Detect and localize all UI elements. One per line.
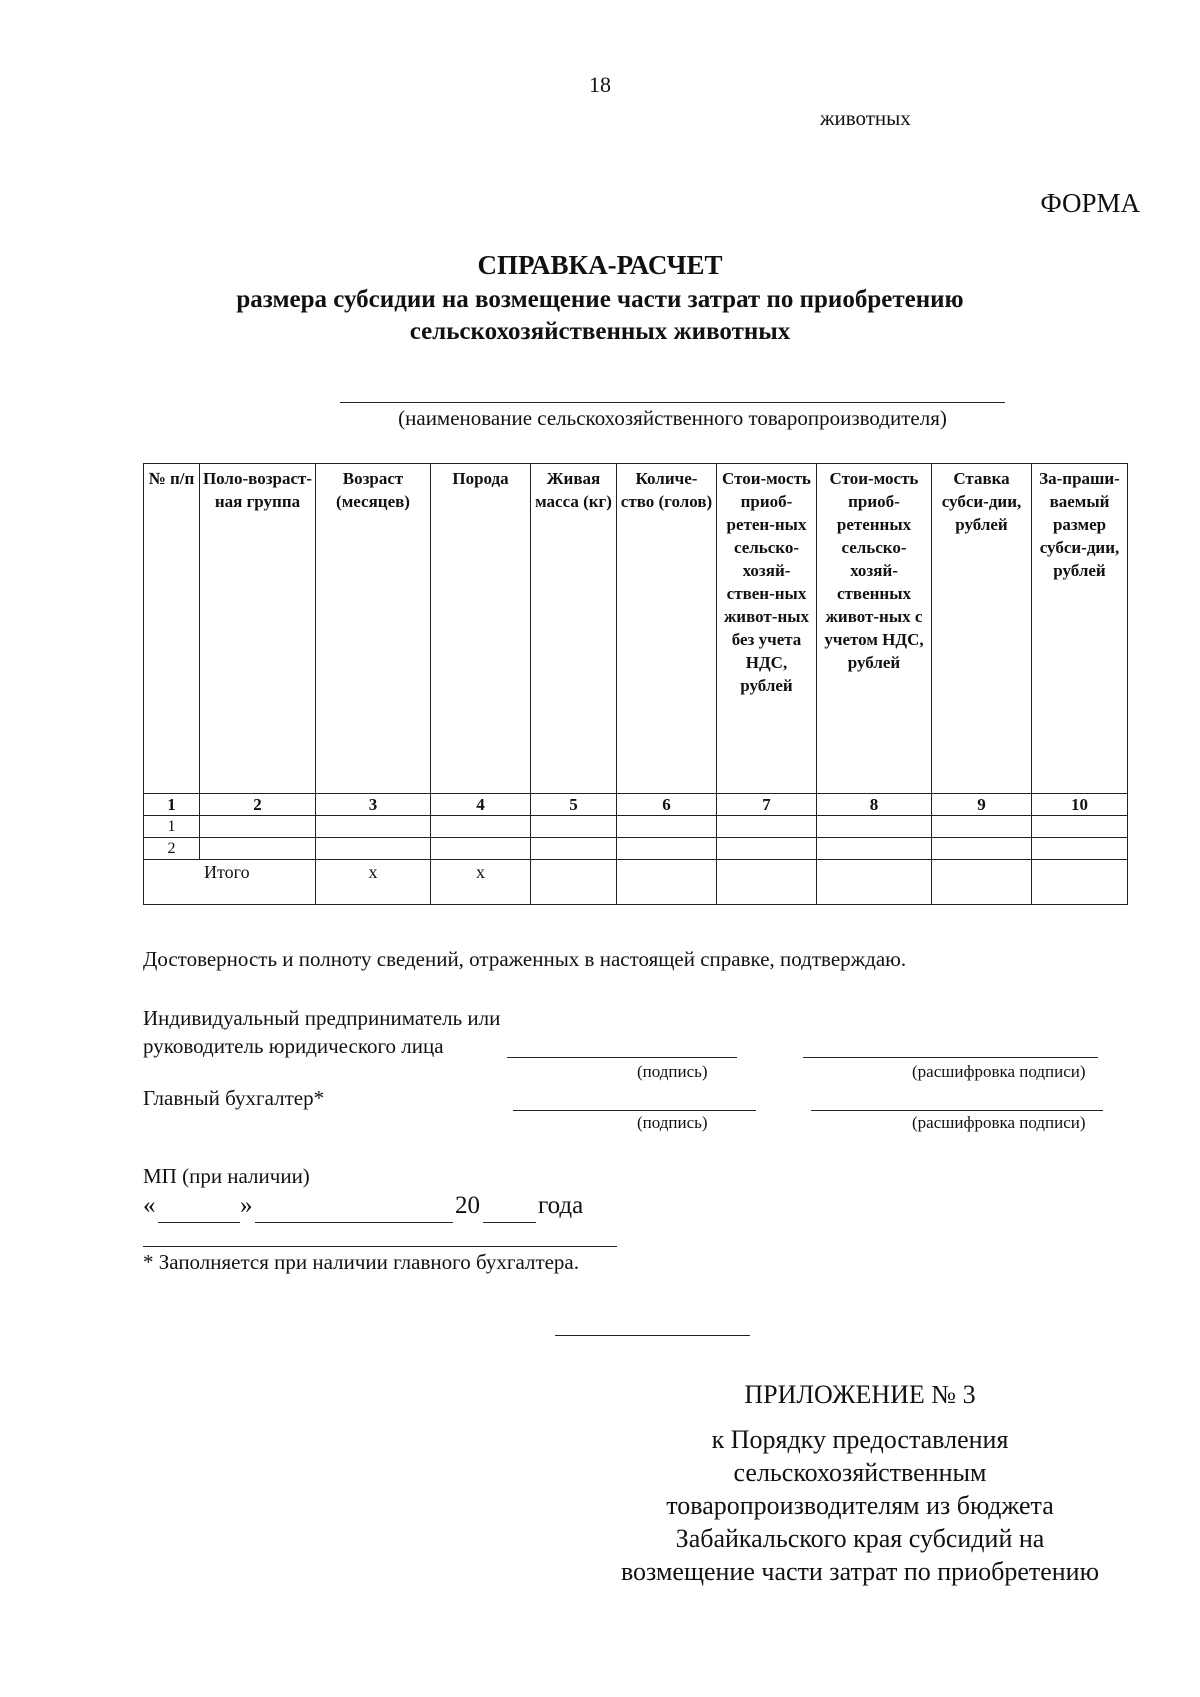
column-number: 7 <box>717 794 817 816</box>
table-cell[interactable] <box>1032 860 1128 905</box>
appendix-line: сельскохозяйственным <box>733 1458 987 1487</box>
date-field <box>143 1192 663 1226</box>
stamp-label: МП (при наличии) <box>143 1164 310 1188</box>
column-number: 9 <box>932 794 1032 816</box>
total-breed-na: х <box>431 860 531 905</box>
col-header-age: Возраст (месяцев) <box>316 464 431 794</box>
document-subtitle <box>0 284 1200 348</box>
section-separator <box>555 1335 750 1336</box>
table-cell[interactable] <box>617 816 717 838</box>
head-signature-caption: (подпись) <box>637 1062 708 1081</box>
table-cell[interactable] <box>431 838 531 860</box>
date-year-line[interactable] <box>483 1222 536 1223</box>
col-header-quantity: Количе-ство (голов) <box>617 464 717 794</box>
column-number: 3 <box>316 794 431 816</box>
table-cell[interactable] <box>617 860 717 905</box>
footnote-text: * Заполняется при наличии главного бухгалтера. <box>143 1250 580 1274</box>
document-title: СПРАВКА-РАСЧЕТ <box>477 250 723 280</box>
column-number: 5 <box>531 794 617 816</box>
head-title-line-1: Индивидуальный предприниматель или <box>143 1006 501 1030</box>
table-cell[interactable] <box>717 816 817 838</box>
subtitle-line-2: сельскохозяйственных животных <box>409 318 791 345</box>
table-cell[interactable] <box>617 838 717 860</box>
head-title-line-2: руководитель юридического лица <box>143 1034 444 1058</box>
total-age-na: х <box>316 860 431 905</box>
date-year-prefix: 20 <box>455 1192 480 1219</box>
table-cell[interactable] <box>316 816 431 838</box>
table-cell[interactable] <box>431 816 531 838</box>
column-number: 8 <box>817 794 932 816</box>
total-row <box>144 860 1128 905</box>
col-header-breed: Порода <box>431 464 531 794</box>
date-day-line[interactable] <box>158 1222 240 1223</box>
table-row <box>144 816 1128 838</box>
date-month-line[interactable] <box>255 1222 453 1223</box>
table-cell[interactable] <box>717 838 817 860</box>
accountant-decode-caption: (расшифровка подписи) <box>912 1113 1086 1132</box>
appendix-title: ПРИЛОЖЕНИЕ № 3 <box>744 1380 976 1409</box>
table-cell[interactable] <box>932 838 1032 860</box>
subtitle-line-1: размера субсидии на возмещение части затрат по приобретению <box>236 286 964 313</box>
table-cell[interactable] <box>531 816 617 838</box>
total-label: Итого <box>144 860 316 905</box>
col-header-requested-subsidy: За-праши-ваемый размер субси-дии, рублей <box>1032 464 1128 794</box>
table-cell[interactable] <box>717 860 817 905</box>
col-header-group: Поло-возраст-ная группа <box>200 464 316 794</box>
table-cell[interactable] <box>932 816 1032 838</box>
table-header-row <box>144 464 1128 794</box>
head-signature-decode-line[interactable] <box>803 1057 1098 1058</box>
column-number: 10 <box>1032 794 1128 816</box>
table-cell[interactable] <box>531 838 617 860</box>
appendix-line: товаропроизводителям из бюджета <box>666 1491 1054 1520</box>
appendix-line: к Порядку предоставления <box>711 1425 1009 1454</box>
accountant-decode-line[interactable] <box>811 1110 1103 1111</box>
col-header-number: № п/п <box>144 464 200 794</box>
accountant-signature-line[interactable] <box>513 1110 756 1111</box>
col-header-subsidy-rate: Ставка субси-дии, рублей <box>932 464 1032 794</box>
col-header-weight: Живая масса (кг) <box>531 464 617 794</box>
row-number: 1 <box>144 816 200 838</box>
head-signature-line[interactable] <box>507 1057 737 1058</box>
table-cell[interactable] <box>200 838 316 860</box>
table-row <box>144 838 1128 860</box>
column-number-row <box>144 794 1128 816</box>
table-cell[interactable] <box>817 838 932 860</box>
previous-page-tail-text: животных <box>820 106 911 130</box>
row-number: 2 <box>144 838 200 860</box>
page-number: 18 <box>589 72 611 97</box>
calculation-table <box>143 463 1128 905</box>
appendix-block <box>600 1378 1120 1588</box>
producer-name-caption: (наименование сельскохозяйственного товаропроизводителя) <box>398 406 947 430</box>
col-header-cost-with-vat: Стои-мость приоб-ретенных сельско-хозяй-ственных живот-ных с учетом НДС, рублей <box>817 464 932 794</box>
table-cell[interactable] <box>932 860 1032 905</box>
table-cell[interactable] <box>316 838 431 860</box>
producer-name-line[interactable] <box>340 402 1005 403</box>
table-cell[interactable] <box>200 816 316 838</box>
head-decode-caption: (расшифровка подписи) <box>912 1062 1086 1081</box>
footnote-separator <box>143 1246 617 1247</box>
appendix-line: Забайкальского края субсидий на <box>675 1524 1045 1553</box>
date-open-quote: « <box>143 1192 156 1219</box>
table-cell[interactable] <box>817 860 932 905</box>
table-cell[interactable] <box>817 816 932 838</box>
date-close-quote: » <box>240 1192 253 1219</box>
form-label: ФОРМА <box>1040 188 1140 218</box>
confirmation-text: Достоверность и полноту сведений, отраженных в настоящей справке, подтверждаю. <box>143 947 907 971</box>
column-number: 1 <box>144 794 200 816</box>
table-cell[interactable] <box>1032 816 1128 838</box>
appendix-line: возмещение части затрат по приобретению <box>620 1557 1100 1586</box>
column-number: 6 <box>617 794 717 816</box>
accountant-label: Главный бухгалтер* <box>143 1086 325 1110</box>
col-header-cost-without-vat: Стои-мость приоб-ретен-ных сельско-хозяй-ствен-ных живот-ных без учета НДС, рублей <box>717 464 817 794</box>
column-number: 2 <box>200 794 316 816</box>
table-cell[interactable] <box>531 860 617 905</box>
column-number: 4 <box>431 794 531 816</box>
table-cell[interactable] <box>1032 838 1128 860</box>
date-year-suffix: года <box>538 1192 584 1219</box>
accountant-signature-caption: (подпись) <box>637 1113 708 1132</box>
